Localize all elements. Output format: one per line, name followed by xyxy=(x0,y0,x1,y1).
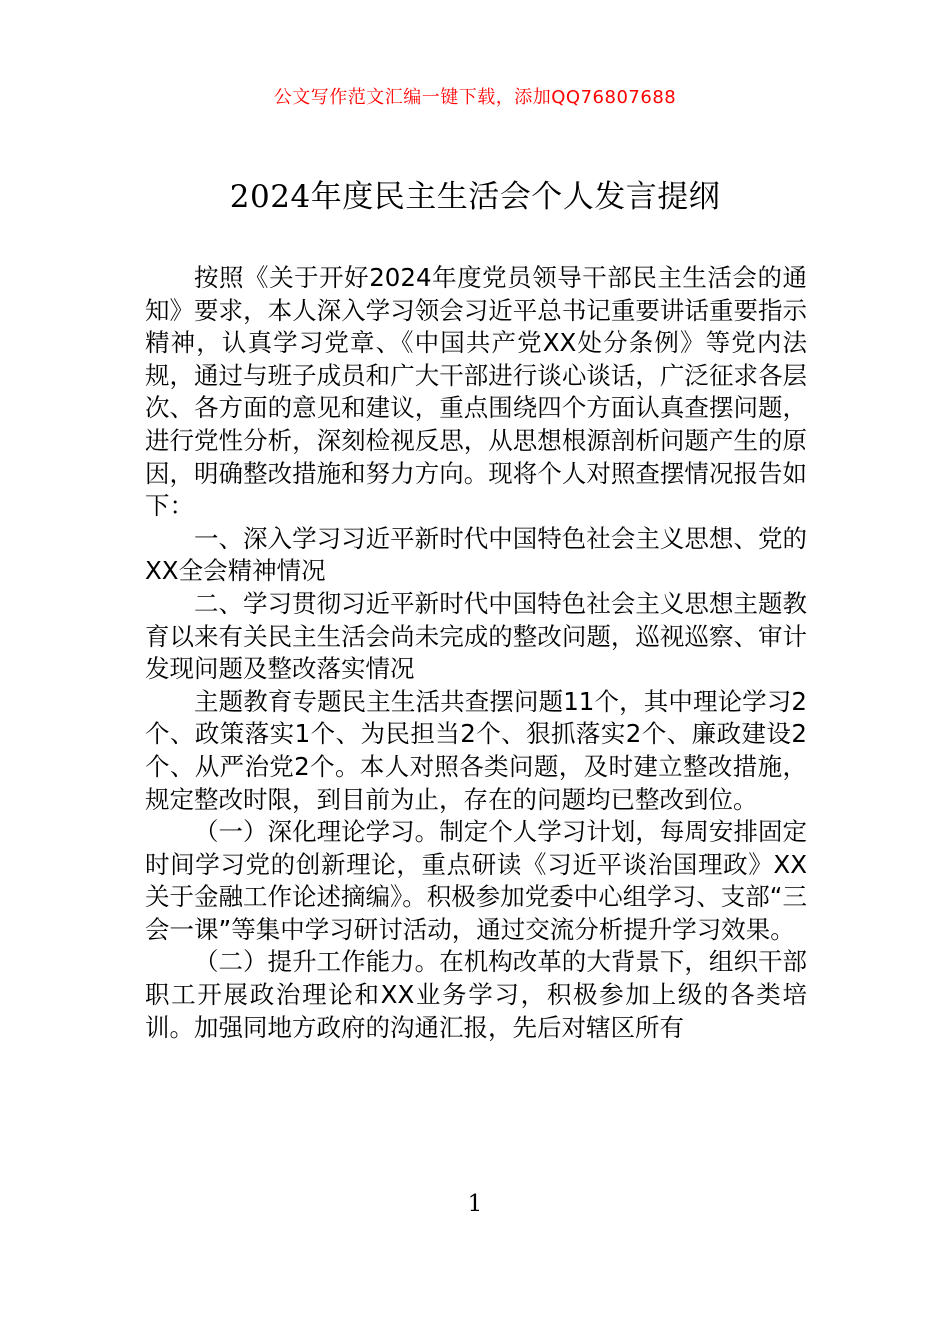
subsection-theory-study: （一）深化理论学习。制定个人学习计划，每周安排固定时间学习党的创新理论，重点研读《习近平谈治国理政》XX关于金融工作论述摘编》。积极参加党委中心组学习、支部“三会一课”等集中学习研讨活动，通过交流分析提升学习效果。 xyxy=(145,817,807,944)
page-number: 1 xyxy=(467,1191,483,1217)
download-notice: 公文写作范文汇编一键下载，添加QQ76807688 xyxy=(273,87,677,108)
section-heading-2: 二、学习贯彻习近平新时代中国特色社会主义思想主题教育以来有关民主生活会尚未完成的整改问题，巡视巡察、审计发现问题及整改落实情况 xyxy=(145,588,807,684)
subsection-work-ability: （二）提升工作能力。在机构改革的大背景下，组织干部职工开展政治理论和XX业务学习，积极参加上级的各类培训。加强同地方政府的沟通汇报，先后对辖区所有 xyxy=(145,947,807,1042)
intro-paragraph: 按照《关于开好2024年度党员领导干部民主生活会的通知》要求，本人深入学习领会习近平总书记重要讲话重要指示精神，认真学习党章、《中国共产党XX处分条例》等党内法规，通过与班子成员和广大干部进行谈心谈话，广泛征求各层次、各方面的意见和建议，重点围绕四个方面认真查摆问题，进行党性分析，深刻检视反思，从思想根源剖析问题产生的原因，明确整改措施和努力方向。现将个人对照查摆情况报告如下： xyxy=(145,263,807,521)
section-heading-1: 一、深入学习习近平新时代中国特色社会主义思想、党的XX全会精神情况 xyxy=(145,523,807,586)
document-title: 2024年度民主生活会个人发言提纲 xyxy=(229,179,721,215)
document-body xyxy=(145,262,807,1044)
summary-paragraph: 主题教育专题民主生活共查摆问题11个，其中理论学习2个、政策落实1个、为民担当2个、狠抓落实2个、廉政建设2个、从严治党2个。本人对照各类问题，及时建立整改措施，规定整改时限，到目前为止，存在的问题均已整改到位。 xyxy=(145,686,807,814)
